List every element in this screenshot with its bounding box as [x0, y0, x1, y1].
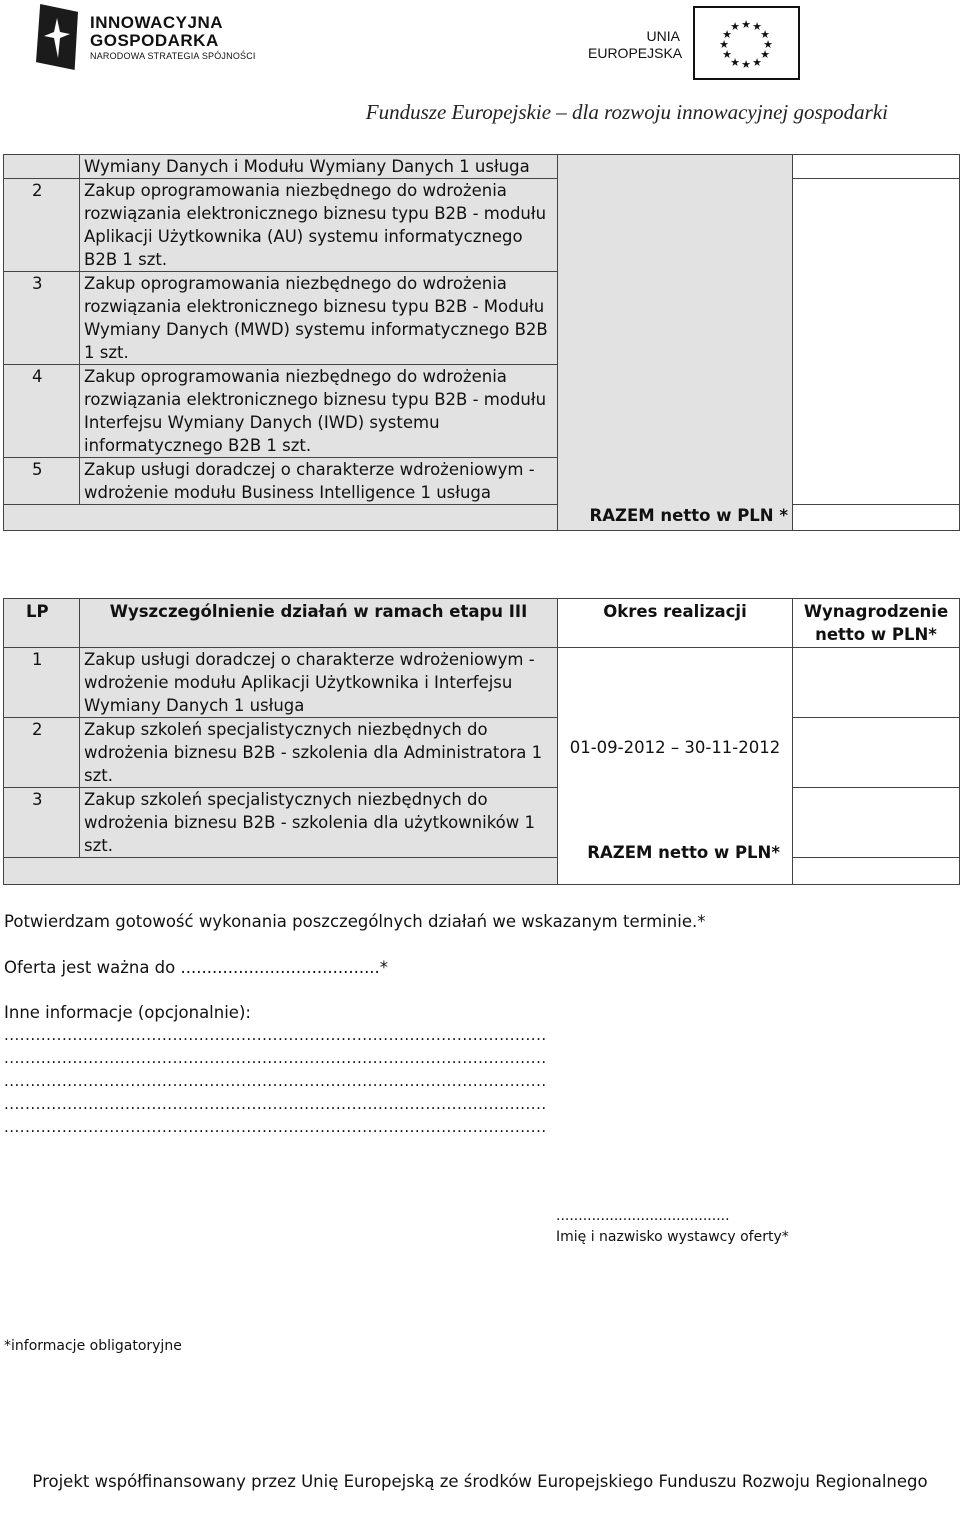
svg-text:★: ★	[763, 38, 773, 51]
fee-cell[interactable]	[793, 179, 960, 505]
offer-valid-field[interactable]: Oferta jest ważna do ......................................*	[4, 958, 389, 977]
svg-text:★: ★	[730, 20, 740, 33]
total-value-cell[interactable]	[793, 505, 960, 531]
fee-cell[interactable]	[793, 788, 960, 858]
table-total-row	[4, 858, 960, 885]
other-info-line[interactable]: .......................................................................................................	[4, 1118, 547, 1136]
ue-logo-line1: UNIA	[646, 28, 680, 44]
ue-logo-text	[588, 28, 683, 62]
confirmation-statement: Potwierdzam gotowość wykonania poszczególnych działań we wskazanym terminie.*	[4, 912, 706, 931]
ue-logo-line2: EUROPEJSKA	[588, 45, 683, 61]
ig-logo-line3: NARODOWA STRATEGIA SPÓJNOŚCI	[90, 51, 256, 61]
svg-text:★: ★	[752, 56, 762, 69]
row-lp: 3	[4, 788, 80, 858]
stage-iii-table	[3, 598, 960, 885]
row-description: Zakup szkoleń specjalistycznych niezbędnych do wdrożenia biznesu B2B - szkolenia dla użytkowników 1 szt.	[80, 788, 558, 858]
header-tagline: Fundusze Europejskie – dla rozwoju innowacyjnej gospodarki	[365, 100, 888, 124]
svg-text:★: ★	[722, 48, 732, 61]
fee-cell[interactable]	[793, 648, 960, 718]
other-info-line[interactable]: .......................................................................................................	[4, 1026, 547, 1044]
period-cell	[558, 155, 793, 531]
row-description: Zakup oprogramowania niezbędnego do wdrożenia rozwiązania elektronicznego biznesu typu B2B - Modułu Wymiany Danych (MWD) systemu informatycznego B2B 1 szt.	[80, 272, 558, 365]
row-lp: 3	[4, 272, 80, 365]
table-header-row	[4, 599, 960, 648]
other-info-line[interactable]: .......................................................................................................	[4, 1072, 547, 1090]
total-value-cell[interactable]	[793, 858, 960, 885]
table-row	[4, 648, 960, 718]
svg-text:★: ★	[722, 28, 732, 41]
svg-text:★: ★	[752, 20, 762, 33]
row-lp: 2	[4, 179, 80, 272]
period-value: 01-09-2012 – 30-11-2012	[569, 738, 781, 757]
other-info-line[interactable]: .......................................................................................................	[4, 1095, 547, 1113]
other-info-label: Inne informacje (opcjonalnie):	[4, 1003, 251, 1022]
svg-text:★: ★	[760, 48, 770, 61]
row-description: Zakup usługi doradczej o charakterze wdrożeniowym - wdrożenie modułu Aplikacji Użytkownika i Interfejsu Wymiany Danych 1 usługa	[80, 648, 558, 718]
other-info-line[interactable]: .......................................................................................................	[4, 1049, 547, 1067]
header-fee: Wynagrodzenie netto w PLN*	[793, 599, 960, 648]
header-lp: LP	[4, 599, 80, 648]
row-description: Zakup oprogramowania niezbędnego do wdrożenia rozwiązania elektronicznego biznesu typu B2B - modułu Interfejsu Wymiany Danych (IWD) systemu informatycznego B2B 1 szt.	[80, 365, 558, 458]
svg-text:★: ★	[741, 58, 751, 71]
eu-flag-icon	[693, 6, 800, 80]
row-description: Zakup oprogramowania niezbędnego do wdrożenia rozwiązania elektronicznego biznesu typu B2B - modułu Aplikacji Użytkownika (AU) systemu informatycznego B2B 1 szt.	[80, 179, 558, 272]
svg-text:★: ★	[730, 56, 740, 69]
ig-logo-text	[90, 14, 223, 50]
fee-cell[interactable]	[793, 155, 960, 179]
signature-label: Imię i nazwisko wystawcy oferty*	[556, 1229, 789, 1245]
ig-logo-line2: GOSPODARKA	[90, 31, 219, 50]
unia-europejska-logo	[588, 6, 803, 80]
table-row	[4, 788, 960, 858]
page-header	[0, 0, 960, 140]
row-lp: 2	[4, 718, 80, 788]
header-period: Okres realizacji	[558, 599, 793, 648]
total-label: RAZEM netto w PLN *	[589, 506, 788, 525]
total-row-spacer	[4, 858, 558, 885]
row-description: Wymiany Danych i Modułu Wymiany Danych 1 usługa	[80, 155, 558, 179]
table-row	[4, 155, 960, 179]
total-row-spacer	[4, 505, 558, 531]
stage-table-continued	[3, 154, 960, 531]
header-description: Wyszczególnienie działań w ramach etapu III	[80, 599, 558, 648]
svg-text:★: ★	[719, 38, 729, 51]
star-burst-icon	[44, 18, 70, 58]
row-lp: 5	[4, 458, 80, 505]
innowacyjna-gospodarka-logo	[36, 4, 266, 70]
row-lp: 1	[4, 648, 80, 718]
table-total-row	[4, 505, 960, 531]
fee-cell[interactable]	[793, 718, 960, 788]
table-row	[4, 718, 960, 788]
footnote: *informacje obligatoryjne	[4, 1338, 182, 1354]
row-lp	[4, 155, 80, 179]
table-row	[4, 179, 960, 272]
svg-text:★: ★	[760, 28, 770, 41]
total-label: RAZEM netto w PLN*	[587, 843, 780, 862]
row-lp: 4	[4, 365, 80, 458]
ig-logo-line1: INNOWACYJNA	[90, 13, 224, 32]
period-cell	[558, 648, 793, 885]
row-description: Zakup usługi doradczej o charakterze wdrożeniowym - wdrożenie modułu Business Intelligence 1 usługa	[80, 458, 558, 505]
svg-text:★: ★	[741, 18, 751, 31]
signature-line[interactable]: .......................................	[556, 1208, 730, 1224]
page-footer: Projekt współfinansowany przez Unię Europejską ze środków Europejskiego Funduszu Rozwoju Regionalnego	[32, 1472, 928, 1491]
row-description: Zakup szkoleń specjalistycznych niezbędnych do wdrożenia biznesu B2B - szkolenia dla Administratora 1 szt.	[80, 718, 558, 788]
